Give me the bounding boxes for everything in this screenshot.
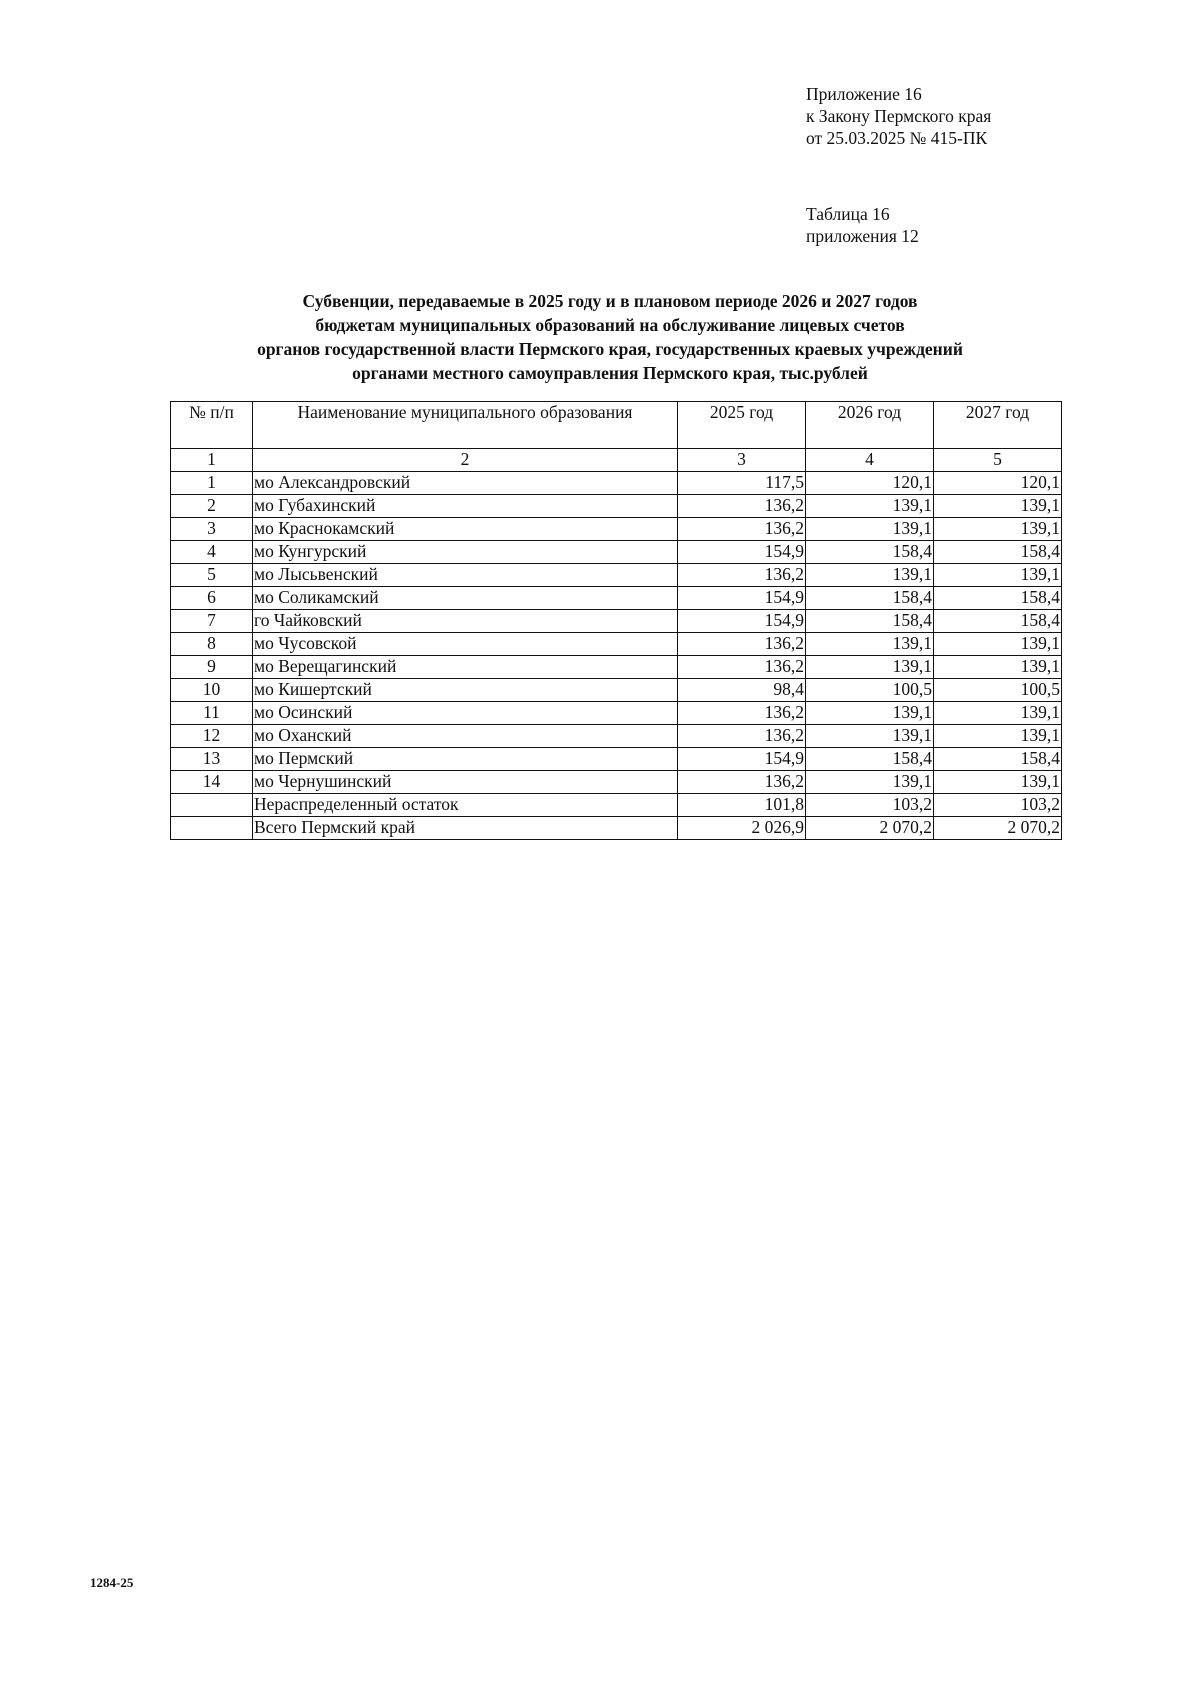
value-2026: 120,1: [806, 472, 934, 495]
value-2027: 2 070,2: [934, 817, 1062, 840]
value-2025: 136,2: [678, 656, 806, 679]
value-2026: 139,1: [806, 495, 934, 518]
row-number: 7: [171, 610, 253, 633]
column-header-2027: 2027 год: [934, 402, 1062, 449]
value-2027: 139,1: [934, 725, 1062, 748]
value-2026: 139,1: [806, 518, 934, 541]
value-2025: 154,9: [678, 610, 806, 633]
column-header-num: № п/п: [171, 402, 253, 449]
row-number: [171, 794, 253, 817]
column-numbers-row: [171, 449, 1062, 472]
value-2027: 120,1: [934, 472, 1062, 495]
appendix-number: Приложение 16: [806, 84, 922, 104]
value-2025: 136,2: [678, 495, 806, 518]
row-number: 8: [171, 633, 253, 656]
row-number: [171, 817, 253, 840]
column-number: 4: [806, 449, 934, 472]
value-2027: 158,4: [934, 587, 1062, 610]
value-2027: 139,1: [934, 495, 1062, 518]
table-appendix: приложения 12: [806, 226, 919, 246]
value-2026: 139,1: [806, 771, 934, 794]
column-header-name: Наименование муниципального образования: [253, 402, 678, 449]
row-name: мо Чернушинский: [253, 771, 678, 794]
value-2027: 139,1: [934, 702, 1062, 725]
value-2027: 103,2: [934, 794, 1062, 817]
row-number: 9: [171, 656, 253, 679]
table-number: Таблица 16: [806, 204, 890, 224]
table-row: [171, 587, 1062, 610]
appendix-date: от 25.03.2025 № 415-ПК: [806, 128, 988, 148]
table-row: [171, 748, 1062, 771]
row-number: 3: [171, 518, 253, 541]
value-2026: 100,5: [806, 679, 934, 702]
value-2026: 2 070,2: [806, 817, 934, 840]
row-name: мо Кишертский: [253, 679, 678, 702]
value-2027: 158,4: [934, 610, 1062, 633]
row-number: 13: [171, 748, 253, 771]
table-header-row: [171, 402, 1062, 449]
row-name: мо Соликамский: [253, 587, 678, 610]
row-number: 1: [171, 472, 253, 495]
table-row: [171, 656, 1062, 679]
value-2026: 139,1: [806, 564, 934, 587]
table-row: [171, 472, 1062, 495]
row-number: 5: [171, 564, 253, 587]
value-2025: 154,9: [678, 541, 806, 564]
value-2025: 154,9: [678, 748, 806, 771]
value-2025: 117,5: [678, 472, 806, 495]
page-code: 1284-25: [90, 1575, 134, 1590]
table-row: [171, 633, 1062, 656]
value-2025: 154,9: [678, 587, 806, 610]
value-2027: 158,4: [934, 748, 1062, 771]
value-2025: 136,2: [678, 702, 806, 725]
value-2027: 100,5: [934, 679, 1062, 702]
value-2027: 139,1: [934, 633, 1062, 656]
value-2025: 136,2: [678, 725, 806, 748]
title-line-4: органами местного самоуправления Пермского края, тыс.рублей: [352, 363, 868, 383]
value-2026: 139,1: [806, 656, 934, 679]
column-number: 3: [678, 449, 806, 472]
title-line-1: Субвенции, передаваемые в 2025 году и в плановом периоде 2026 и 2027 годов: [302, 291, 918, 311]
row-number: 10: [171, 679, 253, 702]
row-number: 6: [171, 587, 253, 610]
row-number: 12: [171, 725, 253, 748]
value-2025: 136,2: [678, 633, 806, 656]
value-2025: 101,8: [678, 794, 806, 817]
value-2026: 139,1: [806, 725, 934, 748]
row-name: мо Чусовской: [253, 633, 678, 656]
row-name: мо Александровский: [253, 472, 678, 495]
table-row: [171, 679, 1062, 702]
value-2026: 158,4: [806, 587, 934, 610]
table-row: [171, 518, 1062, 541]
table-row: [171, 771, 1062, 794]
value-2025: 2 026,9: [678, 817, 806, 840]
table-row: [171, 725, 1062, 748]
table-row: [171, 702, 1062, 725]
appendix-law: к Закону Пермского края: [806, 106, 992, 126]
row-number: 2: [171, 495, 253, 518]
value-2026: 158,4: [806, 748, 934, 771]
value-2025: 136,2: [678, 771, 806, 794]
row-name: мо Лысьвенский: [253, 564, 678, 587]
table-row: [171, 495, 1062, 518]
row-name: го Чайковский: [253, 610, 678, 633]
title-line-2: бюджетам муниципальных образований на обслуживание лицевых счетов: [315, 315, 905, 335]
row-name: мо Оханский: [253, 725, 678, 748]
column-number: 1: [171, 449, 253, 472]
value-2025: 98,4: [678, 679, 806, 702]
document-title: [160, 289, 1060, 385]
value-2026: 158,4: [806, 541, 934, 564]
column-number: 5: [934, 449, 1062, 472]
column-header-2025: 2025 год: [678, 402, 806, 449]
row-name: Всего Пермский край: [253, 817, 678, 840]
title-line-3: органов государственной власти Пермского края, государственных краевых учреждений: [257, 339, 963, 359]
value-2026: 158,4: [806, 610, 934, 633]
column-header-2026: 2026 год: [806, 402, 934, 449]
table-row: [171, 794, 1062, 817]
value-2025: 136,2: [678, 518, 806, 541]
value-2027: 139,1: [934, 771, 1062, 794]
row-name: мо Кунгурский: [253, 541, 678, 564]
value-2027: 139,1: [934, 564, 1062, 587]
row-name: мо Пермский: [253, 748, 678, 771]
value-2026: 139,1: [806, 702, 934, 725]
value-2027: 139,1: [934, 518, 1062, 541]
row-number: 4: [171, 541, 253, 564]
table-row: [171, 817, 1062, 840]
value-2027: 158,4: [934, 541, 1062, 564]
table-row: [171, 541, 1062, 564]
row-name: Нераспределенный остаток: [253, 794, 678, 817]
table-row: [171, 564, 1062, 587]
table-reference: [806, 203, 919, 247]
subventions-table: [170, 401, 1062, 840]
table-row: [171, 610, 1062, 633]
appendix-header: [806, 83, 991, 149]
column-number: 2: [253, 449, 678, 472]
value-2025: 136,2: [678, 564, 806, 587]
row-name: мо Осинский: [253, 702, 678, 725]
row-name: мо Губахинский: [253, 495, 678, 518]
value-2026: 103,2: [806, 794, 934, 817]
value-2026: 139,1: [806, 633, 934, 656]
value-2027: 139,1: [934, 656, 1062, 679]
row-number: 14: [171, 771, 253, 794]
row-name: мо Верещагинский: [253, 656, 678, 679]
row-number: 11: [171, 702, 253, 725]
row-name: мо Краснокамский: [253, 518, 678, 541]
